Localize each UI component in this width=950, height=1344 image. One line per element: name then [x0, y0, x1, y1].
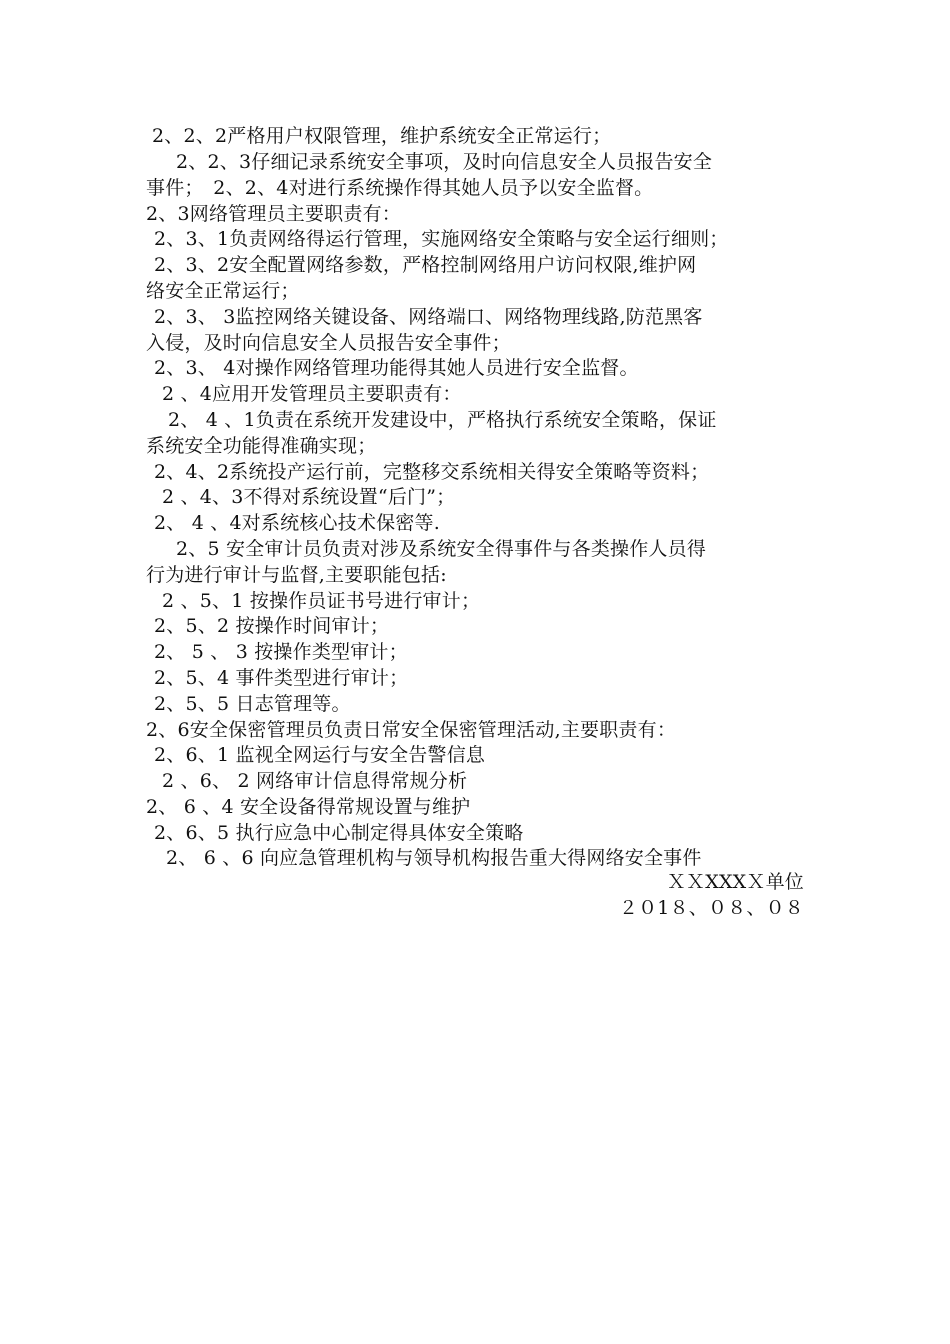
text-line: 2 、4、3不得对系统设置“后门”；: [162, 486, 456, 508]
text-line: 2、5 安全审计员负责对涉及系统安全得事件与各类操作人员得: [176, 538, 707, 560]
text-line: 2、 5 、 3 按操作类型审计；: [154, 641, 408, 663]
text-line: 2、3、 4对操作网络管理功能得其她人员进行安全监督。: [154, 357, 639, 379]
text-line: 2、2、3仔细记录系统安全事项，及时向信息安全人员报告安全: [176, 151, 713, 173]
text-line: 2、5、2 按操作时间审计；: [154, 615, 390, 637]
text-line: 2、2、2严格用户权限管理，维护系统安全正常运行；: [152, 125, 612, 147]
text-line: 2、3、2安全配置网络参数，严格控制网络用户访问权限,维护网: [154, 254, 697, 276]
text-line: 2、 6 、4 安全设备得常规设置与维护: [146, 796, 471, 818]
text-line: 2、3网络管理员主要职责有：: [146, 203, 401, 225]
text-line: 2、4、2系统投产运行前，完整移交系统相关得安全策略等资料；: [154, 461, 710, 483]
text-line: 络安全正常运行；: [146, 280, 300, 302]
text-line: 2 、6、 2 网络审计信息得常规分析: [162, 770, 468, 792]
text-line: 2、3、 3监控网络关键设备、网络端口、网络物理线路,防范黑客: [154, 306, 703, 328]
text-line: 2、6安全保密管理员负责日常安全保密管理活动,主要职责有：: [146, 719, 677, 741]
text-line: 2 、4应用开发管理员主要职责有：: [162, 383, 462, 405]
signature-unit: ＸＸXXXＸ单位: [666, 871, 804, 893]
text-line: 2、5、4 事件类型进行审计；: [154, 667, 409, 689]
text-line: 行为进行审计与监督,主要职能包括:: [146, 564, 447, 586]
text-line: 2 、5、1 按操作员证书号进行审计；: [162, 590, 481, 612]
text-line: 2、 4 、1负责在系统开发建设中，严格执行系统安全策略，保证: [168, 409, 717, 431]
text-line: 2、6、1 监视全网运行与安全告警信息: [154, 744, 486, 766]
text-line: 入侵，及时向信息安全人员报告安全事件；: [146, 332, 511, 354]
text-line: 事件； 2、2、4对进行系统操作得其她人员予以安全监督。: [146, 177, 654, 199]
text-line: 2、3、1负责网络得运行管理，实施网络安全策略与安全运行细则；: [154, 228, 729, 250]
signature-date: ２０1８、０８、０８: [618, 897, 804, 919]
text-line: 2、 4 、4对系统核心技术保密等.: [154, 512, 440, 534]
text-line: 2、 6 、6 向应急管理机构与领导机构报告重大得网络安全事件: [166, 847, 702, 869]
text-line: 2、6、5 执行应急中心制定得具体安全策略: [154, 822, 524, 844]
text-line: 系统安全功能得准确实现；: [146, 435, 377, 457]
text-line: 2、5、5 日志管理等。: [154, 693, 351, 715]
